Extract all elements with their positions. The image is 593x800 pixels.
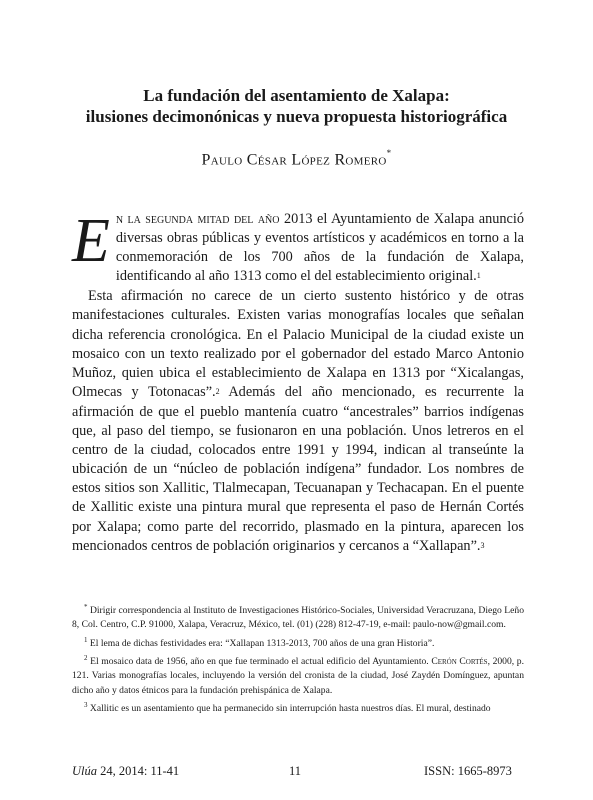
footnote-1-text: El lema de dichas festividades era: “Xallapan 1313-2013, 700 años de una gran Historia”. xyxy=(89,637,435,649)
footnote-star-text: Dirigir correspondencia al Instituto de Investigaciones Histórico-Sociales, Universidad Veracruzana, Diego Leño 8, Col. Centro, C.P. 91000, Xalapa, Veracruz, México, tel. (01) (228) 812-47-19, e-mail: paulo-now@gmail.com. xyxy=(72,605,524,631)
page-number: 11 xyxy=(289,764,302,778)
article-title-line-2: ilusiones decimonónicas y nueva propuesta historiográfica xyxy=(85,107,508,126)
footnote-2-text-a: El mosaico data de 1956, año en que fue terminado el actual edificio del Ayuntamiento. xyxy=(90,656,429,668)
footnote-1-mark: 1 xyxy=(84,635,88,644)
body-text xyxy=(72,207,525,557)
footnote-3 xyxy=(72,698,524,716)
paragraph-1-text: 2013 el Ayuntamiento de Xalapa anunció diversas obras públicas y eventos artísticos y académicos en torno a la conmemoración de los 700 años de la fundación de Xalapa, identificando al año 1313 como el del establecimiento original. xyxy=(115,211,524,285)
issn: ISSN: 1665-8973 xyxy=(424,764,512,778)
footnotes xyxy=(72,600,524,716)
footnote-ref-1: 1 xyxy=(476,271,481,281)
footnote-2-mark: 2 xyxy=(84,653,88,662)
footnote-2 xyxy=(72,651,524,698)
drop-cap: E xyxy=(72,207,110,275)
journal-name: Ulúa xyxy=(72,764,97,778)
footnote-3-text: Xallitic es un asentamiento que ha permanecido sin interrupción hasta nuestros días. El mural, destinado xyxy=(89,702,491,714)
paragraph-2-text-a: Esta afirmación no carece de un cierto sustento histórico y de otras manifestaciones culturales. Existen varias monografías locales que señalan dicha referencia cronológica. En el Palacio Municipal de la ciudad existe un mosaico con un texto realizado por el gobernador del estado Marco Antonio Muñoz, quien ubica el establecimiento de Xalapa en 1313 por “Xicalangas, Olmecas y Totonacas”. xyxy=(72,288,524,400)
opening-small-caps: n la segunda mitad del año xyxy=(115,211,280,227)
footnote-star xyxy=(72,600,524,633)
footnote-ref-3: 3 xyxy=(480,540,485,550)
paragraph-2 xyxy=(72,287,524,556)
paragraph-1 xyxy=(72,207,524,287)
author-footnote-mark: * xyxy=(386,148,392,158)
footnote-star-mark: * xyxy=(84,603,88,611)
article-title-line-1: La fundación del asentamiento de Xalapa: xyxy=(143,86,450,105)
footnote-ref-2: 2 xyxy=(215,386,220,396)
footnote-3-mark: 3 xyxy=(84,700,88,709)
footnote-1 xyxy=(72,633,524,651)
footnote-2-citation: Cerón Cortés xyxy=(431,656,488,668)
author-name: Paulo César López Romero xyxy=(201,151,387,169)
paragraph-2-text-b: Además del año mencionado, es recurrente la afirmación de que el pueblo mantenía cuatro “ancestrales” barrios indígenas que, al paso del tiempo, se fusionaron en una población. Unos letreros en el centro de la ciudad, colocados entre 1991 y 1994, indican al transeúnte la ubicación de un “núcleo de población indígena” fundador. Los nombres de estos sitios son Xallitic, Tlalmecapan, Tecuanapan y Techacapan. En el puente de Xallitic existe una pintura mural que representa el paso de Hernán Cortés por Xalapa; como parte del recorrido, plasmado en la pintura, aparecen los mencionados centros de población originarios y cercanos a “Xallapan”. xyxy=(72,383,525,554)
journal-citation xyxy=(72,764,179,779)
journal-volume: 24, 2014: 11-41 xyxy=(100,764,180,778)
footnote-2-text-b: , 2000, p. 121. Varias monografías locales, incluyendo la versión del cronista de la ciudad, José Zaydén Domínguez, apuntan dicho año y datos étnicos para la fundación prehispánica de Xalapa. xyxy=(72,656,524,696)
author-line xyxy=(0,150,593,169)
